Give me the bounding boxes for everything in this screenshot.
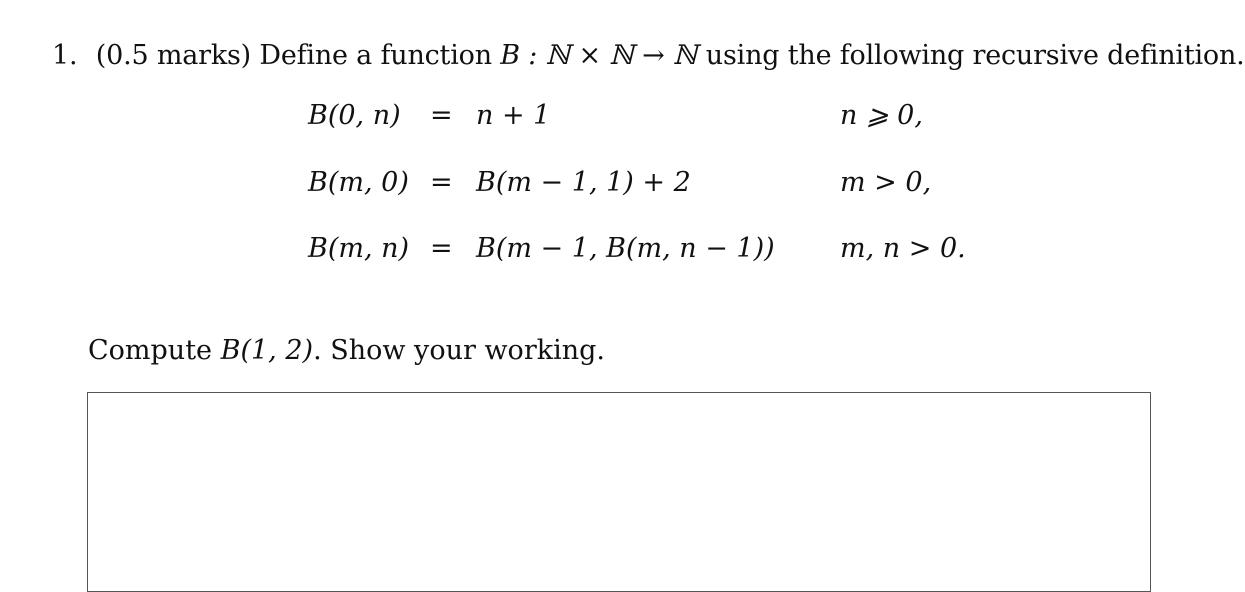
definition-condition: m, n > 0.	[840, 233, 966, 264]
task-statement	[88, 333, 605, 369]
function-signature: B : ℕ × ℕ → ℕ	[500, 40, 698, 71]
definition-lhs: B(m, n)	[308, 233, 410, 264]
definition-rhs: n + 1	[476, 100, 551, 131]
task-text-before: Compute	[88, 335, 213, 366]
question-number: 1.	[52, 40, 78, 71]
question-text-before: Define a function	[259, 40, 492, 71]
definition-rhs: B(m − 1, B(m, n − 1))	[476, 233, 775, 264]
definition-condition: n ⩾ 0,	[840, 100, 923, 131]
definition-equals: =	[430, 167, 453, 198]
question-marks: (0.5 marks)	[95, 40, 251, 71]
question-text-after: using the following recursive definition.	[705, 40, 1245, 71]
answer-box[interactable]	[87, 392, 1151, 592]
definition-lhs: B(m, 0)	[308, 167, 409, 198]
question-statement	[52, 38, 1245, 74]
task-expression: B(1, 2)	[220, 335, 314, 366]
definition-rhs: B(m − 1, 1) + 2	[476, 167, 691, 198]
definition-lhs: B(0, n)	[308, 100, 401, 131]
task-text-after: . Show your working.	[313, 335, 605, 366]
definition-condition: m > 0,	[840, 167, 932, 198]
definition-equals: =	[430, 233, 453, 264]
definition-equals: =	[430, 100, 453, 131]
